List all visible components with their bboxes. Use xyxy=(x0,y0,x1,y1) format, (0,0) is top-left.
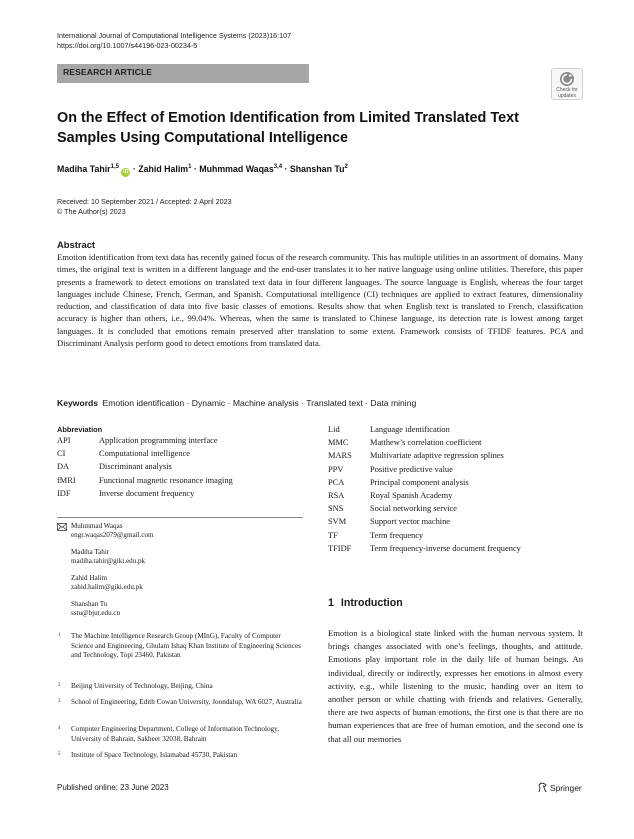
abbreviation-row xyxy=(328,436,521,449)
abbreviation-row xyxy=(328,449,521,462)
author-affil-ref: 3,4 xyxy=(273,164,283,171)
journal-name: International Journal of Computational Intelligence Systems (2023)16:107 xyxy=(57,31,292,40)
abbreviation-definition: Principal component analysis xyxy=(370,477,469,487)
affiliation-number: 1 xyxy=(58,633,61,638)
abbreviation-definition: Multivariate adaptive regression splines xyxy=(370,451,504,461)
abbreviation-term: SNS xyxy=(328,504,344,514)
abbreviation-list-right xyxy=(328,423,521,555)
abbreviation-definition: Inverse document frequency xyxy=(99,488,195,498)
received-accepted-dates: Received: 10 September 2021 / Accepted: 2 April 2023 xyxy=(57,197,232,206)
springer-horse-icon xyxy=(537,782,548,793)
correspondent-email[interactable]: zahid.halim@giki.edu.pk xyxy=(71,583,143,592)
co-author-contact xyxy=(71,548,311,567)
author-affil-ref: 1 xyxy=(188,164,192,171)
publisher-logo[interactable] xyxy=(537,782,582,793)
author-separator: · xyxy=(282,164,290,174)
article-dates xyxy=(57,197,232,217)
author-separator: · xyxy=(191,164,200,174)
author-name[interactable]: Madiha Tahir xyxy=(57,164,111,174)
abbreviation-term: MMC xyxy=(328,438,349,448)
correspondent-email[interactable]: sstu@bjut.edu.cn xyxy=(71,609,121,618)
abbreviation-term: CI xyxy=(57,449,66,459)
author-name[interactable]: Shanshan Tu xyxy=(289,164,345,174)
introduction-text: Emotion is a biological state linked with the human nervous system. It brings changes associated with one’s feelings, thoughts, and attitude. Emotions play important role in the daily life of human beings. An individual, directly or indirectly, expresses her emotions in almost every activity, e.g., while listening to the music, handing over an item to another person or while chatting with friends and relatives. Generally, there are two aspects of human emotions, the first one is that there are no human experiences that are free of human emotion, and the second one is that all our memories xyxy=(328,628,583,744)
abbreviation-definition: Support vector machine xyxy=(370,517,451,527)
abbreviation-row xyxy=(328,476,521,489)
author-separator: · xyxy=(130,164,139,174)
section-number: 1 xyxy=(328,597,334,609)
abbreviation-term: TF xyxy=(328,530,338,540)
doi-link[interactable]: https://doi.org/10.1007/s44196-023-00234-5 xyxy=(57,41,198,50)
author-affil-ref: 1,5 xyxy=(110,164,119,171)
correspondent-name: Madiha Tahir xyxy=(71,548,110,556)
abbreviation-term: IDF xyxy=(57,488,71,498)
article-title: On the Effect of Emotion Identification from Limited Translated Text Samples Using Computational Intelligence xyxy=(57,110,519,146)
abbreviation-row xyxy=(57,487,233,500)
abbreviation-row xyxy=(57,460,233,473)
keywords xyxy=(57,398,416,408)
footnote-divider xyxy=(57,517,303,518)
author-name[interactable]: Muhmmad Waqas xyxy=(199,164,274,174)
author-list xyxy=(57,164,348,177)
author-name[interactable]: Zahid Halim xyxy=(138,164,189,174)
affiliation-text: Computer Engineering Department, College of Information Technology, University of Bahrain, Sakheer 32038, Bahrain xyxy=(71,725,280,743)
abbreviation-definition: Matthew’s correlation coefficient xyxy=(370,438,482,448)
section-heading-introduction xyxy=(328,597,403,609)
abbreviation-row xyxy=(57,447,233,460)
check-updates-icon xyxy=(559,71,575,87)
abbreviation-definition: Royal Spanish Academy xyxy=(370,491,453,501)
abbreviation-row xyxy=(328,423,521,436)
abbreviation-row xyxy=(57,474,233,487)
keywords-label: Keywords xyxy=(57,398,99,408)
abbreviation-term: API xyxy=(57,436,71,445)
abbreviation-row xyxy=(57,434,233,447)
abstract-text: Emotion identification from text data has recently gained focus of the research community. This has multiple utilities in an assortment of domains. Many times, the original text is written in a different language and the end-user translates it to her native language using online utilities. Therefore, this paper presents a framework to detect emotions on translated text data in four different languages. The source language is English, whereas the four target languages include Chinese, French, German, and Spanish. Computational intelligence (CI) techniques are applied to extract features, dimensionality reduction, and classification of data into five basic classes of emotions. Results show that when English text is translated to French, classification accuracy is higher than others, i.e., 99.04%. Whereas, when the same is translated to Chinese language, its detection rate is lowest among target languages. It is concluded that emotions remain preserved after translation to some extent. Framework consists of TFIDF features. PCA and Discriminant Analysis perform good to detect emotions from translated data. xyxy=(57,252,583,349)
orcid-icon[interactable]: iD xyxy=(123,169,129,175)
section-title: Introduction xyxy=(340,597,403,609)
abbreviation-definition: Social networking service xyxy=(370,504,457,514)
abbreviation-row xyxy=(328,463,521,476)
keywords-list: Emotion identification · Dynamic · Machine analysis · Translated text · Data mining xyxy=(102,398,417,408)
abbreviation-row xyxy=(328,542,521,555)
abbreviation-row xyxy=(328,529,521,542)
copyright-notice: © The Author(s) 2023 xyxy=(57,207,126,216)
abbreviation-term: MARS xyxy=(328,451,352,461)
article-type-label: RESEARCH ARTICLE xyxy=(63,67,153,77)
correspondent-email[interactable]: engr.waqas2079@gmail.com xyxy=(71,531,154,540)
abbreviation-definition: Positive predictive value xyxy=(370,464,453,474)
affiliation-number: 3 xyxy=(58,699,61,704)
abbreviation-list-left xyxy=(57,434,233,500)
affiliation-number: 5 xyxy=(58,752,61,757)
abbreviation-term: PPV xyxy=(328,464,344,474)
corresponding-author xyxy=(71,522,311,541)
affiliation-number: 4 xyxy=(58,726,61,731)
correspondent-name: Zahid Halim xyxy=(71,574,108,582)
correspondent-email[interactable]: madiha.tahir@giki.edu.pk xyxy=(71,557,146,566)
abbreviation-term: SVM xyxy=(328,517,347,527)
abbreviation-term: RSA xyxy=(328,491,345,501)
abbreviation-term: TFIDF xyxy=(328,543,352,553)
check-updates-text: Check for updates xyxy=(556,87,578,99)
abbreviation-definition: Language identification xyxy=(370,425,450,434)
abbreviation-row xyxy=(328,502,521,515)
affiliation-text: Institute of Space Technology, Islamabad 45730, Pakistan xyxy=(71,751,238,759)
co-author-contact xyxy=(71,574,311,593)
published-online-date: Published online: 23 June 2023 xyxy=(57,783,169,792)
affiliation-text: School of Engineering, Edith Cowan University, Joondalup, WA 6027, Australia xyxy=(71,698,302,706)
check-for-updates-badge[interactable] xyxy=(551,68,583,100)
abstract-heading: Abstract xyxy=(57,239,96,250)
abbreviation-term: PCA xyxy=(328,477,345,487)
abbreviation-term: fMRI xyxy=(57,475,76,485)
abbreviation-row xyxy=(328,515,521,528)
abbreviation-definition: Application programming interface xyxy=(99,436,218,445)
abbreviation-term: Lid xyxy=(328,425,340,434)
publisher-name: Springer xyxy=(550,783,582,793)
abbreviation-row xyxy=(328,489,521,502)
co-author-contact xyxy=(71,600,311,619)
article-type-ribbon xyxy=(57,64,309,83)
correspondent-name: Muhmmad Waqas xyxy=(71,522,123,530)
abbreviation-definition: Discriminant analysis xyxy=(99,462,172,472)
affiliation-text: Beijing University of Technology, Beijing, China xyxy=(71,682,213,690)
envelope-icon xyxy=(57,523,67,531)
affiliation-text: The Machine Intelligence Research Group (MInG), Faculty of Computer Science and Engineering, Ghulam Ishaq Khan Institute of Engineering Sciences and Technology, Topi 23460, Pakistan xyxy=(71,632,301,660)
abbreviation-definition: Term frequency xyxy=(370,530,424,540)
abbreviation-heading: Abbreviation xyxy=(57,425,103,434)
author-affil-ref: 2 xyxy=(344,164,348,171)
abbreviation-definition: Term frequency-inverse document frequency xyxy=(370,543,521,553)
journal-header xyxy=(57,31,291,51)
affiliation-number: 2 xyxy=(58,683,61,688)
abbreviation-definition: Functional magnetic resonance imaging xyxy=(99,475,233,485)
correspondent-name: Shanshan Tu xyxy=(71,600,108,608)
abbreviation-definition: Computational intelligence xyxy=(99,449,190,459)
abbreviation-term: DA xyxy=(57,462,70,472)
